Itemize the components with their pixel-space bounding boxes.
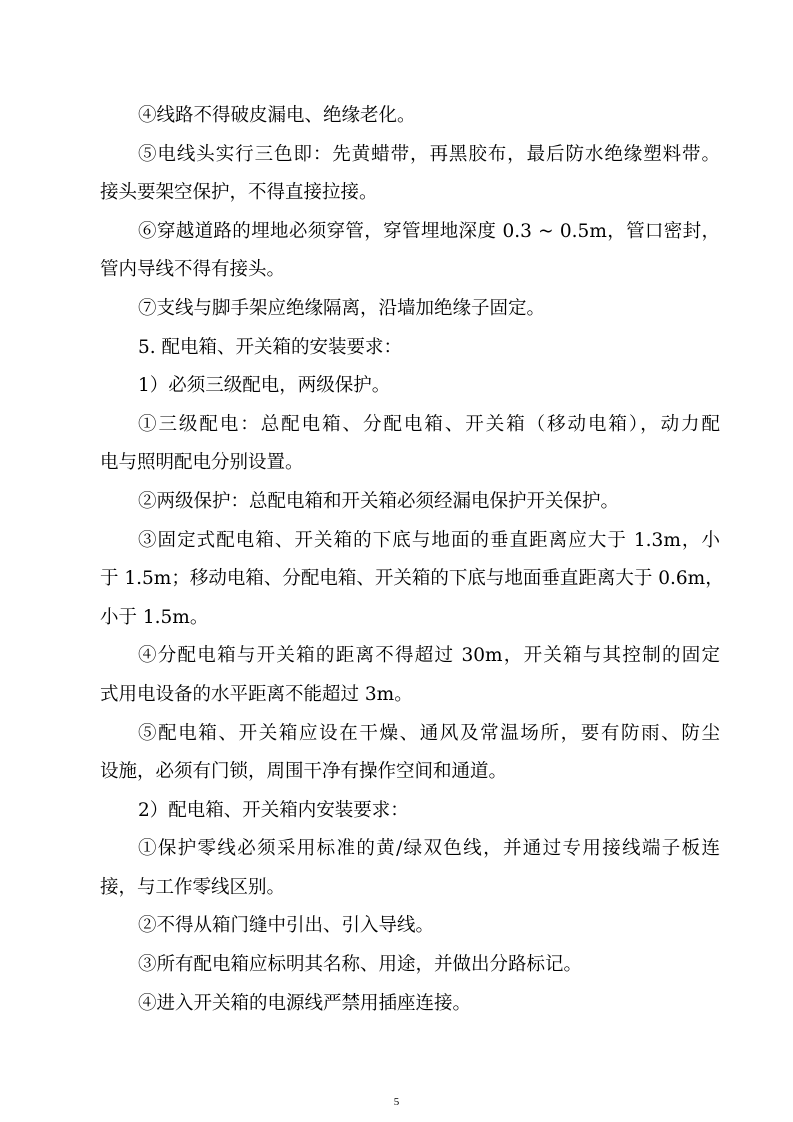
- text-line: 管内导线不得有接头。: [100, 259, 286, 281]
- paragraph: [100, 522, 724, 638]
- paragraph: [100, 329, 720, 368]
- text-line: 式用电设备的水平距离不能超过 3m。: [100, 683, 413, 705]
- text-line: 2）配电箱、开关箱内安装要求：: [138, 799, 409, 821]
- paragraph: [100, 367, 720, 406]
- paragraph: [100, 97, 720, 136]
- text-line: ③所有配电箱应标明其名称、用途，并做出分路标记。: [138, 954, 583, 976]
- text-line: ⑦支线与脚手架应绝缘隔离，沿墙加绝缘子固定。: [138, 297, 546, 319]
- paragraph: [100, 483, 720, 522]
- paragraph: [100, 406, 720, 483]
- text-line: ④分配电箱与开关箱的距离不得超过 30m，开关箱与其控制的固定: [138, 645, 720, 667]
- page-number: 5: [393, 1096, 400, 1108]
- text-line: ⑤电线头实行三色即：先黄蜡带，再黑胶布，最后防水绝缘塑料带。: [138, 143, 720, 165]
- paragraph: [100, 637, 720, 714]
- text-line: ①三级配电：总配电箱、分配电箱、开关箱（移动电箱），动力配: [138, 413, 720, 435]
- text-line: ④线路不得破皮漏电、绝缘老化。: [138, 105, 416, 126]
- text-line: ③固定式配电箱、开关箱的下底与地面的垂直距离应大于 1.3m，小: [138, 529, 720, 551]
- text-line: 1）必须三级配电，两级保护。: [138, 375, 391, 397]
- text-line: 小于 1.5m。: [100, 606, 209, 628]
- text-line: 接头要架空保护，不得直接拉接。: [100, 182, 378, 204]
- text-line: 5. 配电箱、开关箱的安装要求：: [138, 336, 403, 358]
- text-line: ⑥穿越道路的埋地必须穿管，穿管埋地深度 0.3 ~ 0.5m，管口密封，: [138, 220, 720, 242]
- text-line: 设施，必须有门锁，周围干净有操作空间和通道。: [100, 761, 508, 783]
- text-line: ①保护零线必须采用标准的黄/绿双色线，并通过专用接线端子板连: [138, 838, 720, 860]
- paragraph: [100, 213, 720, 290]
- paragraph: [100, 792, 720, 831]
- text-line: 于 1.5m；移动电箱、分配电箱、开关箱的下底与地面垂直距离大于 0.6m，: [100, 568, 724, 590]
- text-line: ④进入开关箱的电源线严禁用插座连接。: [138, 992, 472, 1014]
- paragraph: [100, 136, 720, 213]
- paragraph: [100, 830, 720, 907]
- text-line: 电与照明配电分别设置。: [100, 452, 304, 474]
- text-line: ②两级保护：总配电箱和开关箱必须经漏电保护开关保护。: [138, 490, 620, 512]
- paragraph: [100, 985, 720, 1024]
- paragraph: [100, 946, 720, 985]
- paragraph: [100, 715, 720, 792]
- text-line: ⑤配电箱、开关箱应设在干燥、通风及常温场所，要有防雨、防尘: [138, 722, 720, 744]
- text-line: 接，与工作零线区别。: [100, 876, 286, 898]
- paragraph: [100, 907, 720, 946]
- document-body: [100, 97, 724, 1023]
- text-line: ②不得从箱门缝中引出、引入导线。: [138, 915, 435, 937]
- paragraph: [100, 290, 720, 329]
